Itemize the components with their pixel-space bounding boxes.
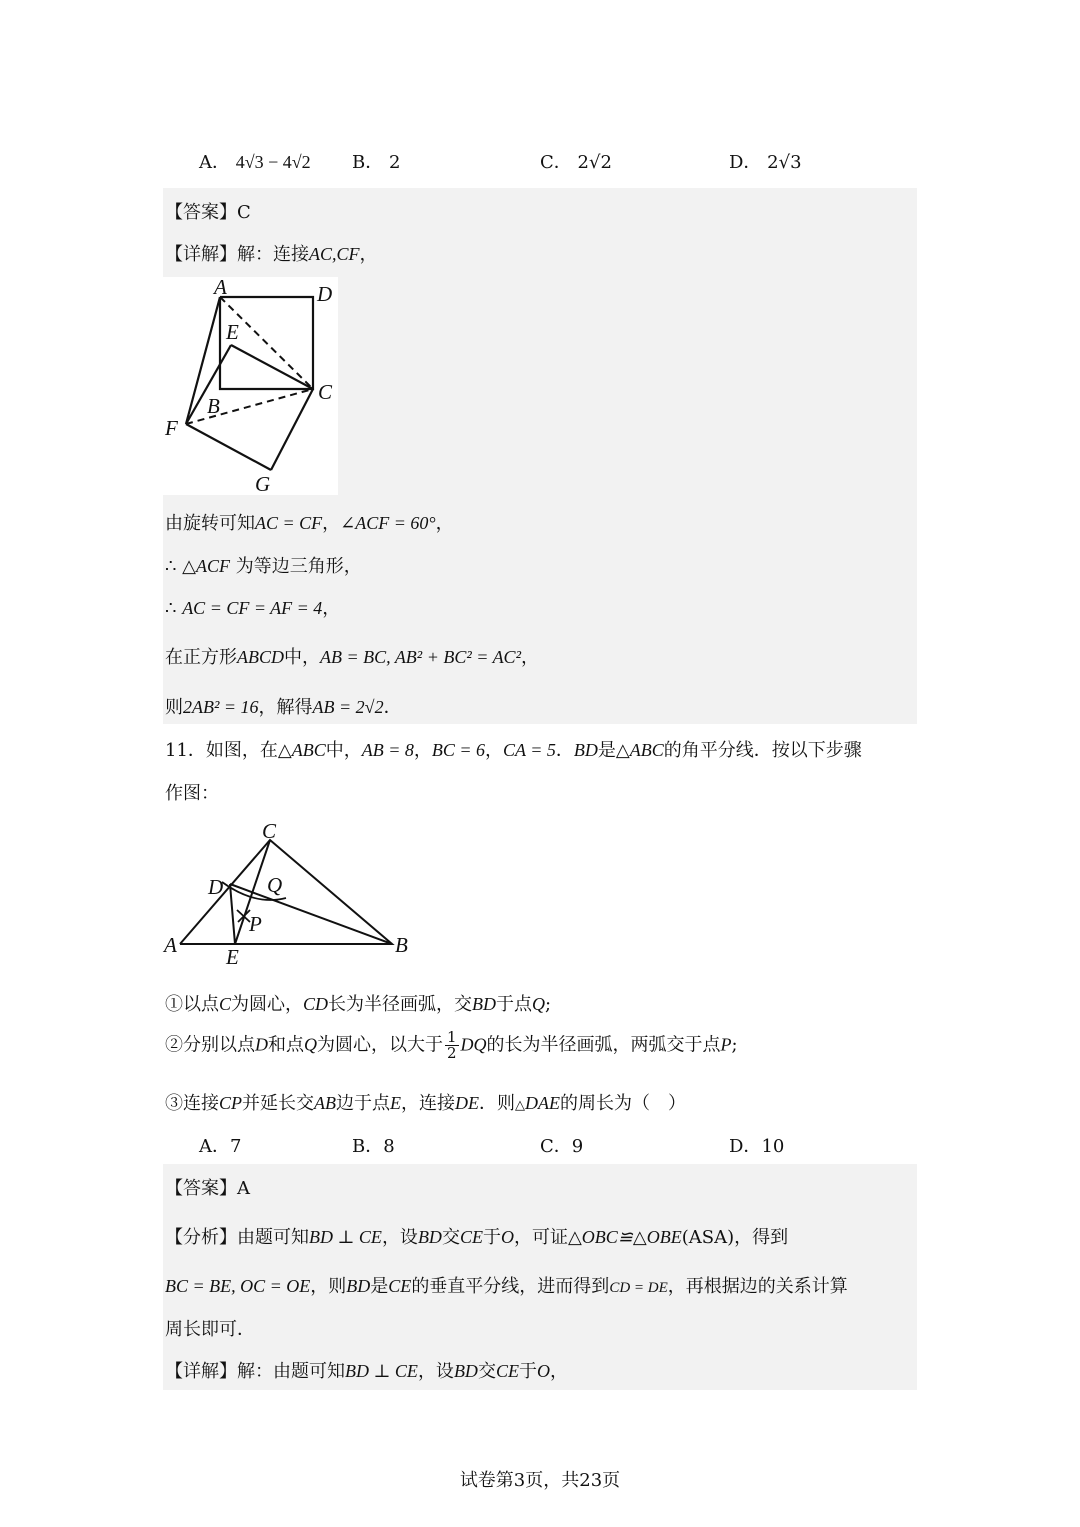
label-c: C [262,819,277,843]
denominator: 2 [447,1044,457,1062]
period: ． [555,740,574,761]
label-b: B [207,394,220,418]
option-letter: B． [352,1136,384,1157]
text: 和点 [268,1034,304,1056]
text: ; [545,994,552,1015]
option-letter: A． [199,1136,230,1157]
analysis-tag: 【分析】 [165,1227,237,1248]
text: 为等边三角形， [230,556,362,577]
option-letter: C． [540,1136,572,1157]
math: BD ⊥ CE [345,1361,418,1381]
text: 在正方形 [165,647,237,668]
text: 由题可知 [237,1227,309,1248]
text: ∴ [165,598,183,619]
option-letter: A． [199,152,230,173]
text: ∴ △ [165,556,197,577]
detail-tag: 【详解】 [165,1361,237,1382]
option-value: 10 [761,1136,785,1157]
text: ③连接 [165,1093,219,1114]
math: O [500,1227,514,1247]
math: ABC [291,740,326,760]
text: ， [322,513,341,534]
math: Q [532,994,546,1014]
option-letter: B． [352,152,384,173]
q11-analysis-line1 [165,1223,788,1249]
math: Q [304,1034,317,1055]
text: 为圆心， [231,994,304,1015]
math: BD [417,1227,442,1247]
math: ACF [196,556,231,576]
label-a: A [214,277,227,299]
q11-analysis-line3: 周长即可． [165,1319,255,1340]
text: 则 [165,697,183,718]
figure-background [163,277,338,495]
text: 并延长交 [242,1093,315,1114]
math: AB = BC, AB² + BC² = AC² [320,647,521,667]
detail-text: 解：连接 [237,244,309,265]
option-value: 2 [388,152,401,173]
answer-tag: 【答案】 [165,1178,237,1199]
text: 中， [325,740,362,761]
numerator: 1 [447,1028,457,1046]
text: 由旋转可知 [165,513,255,534]
text: ①以点 [165,994,219,1015]
q10-step-5 [165,693,402,719]
math: BD [472,994,497,1014]
option-value: 4√3 − 4√2 [235,152,311,172]
text: (ASA) [681,1227,735,1248]
comma: ， [485,740,504,761]
label-g: G [255,472,271,495]
text: ，则 [310,1276,347,1297]
text: ， [435,513,454,534]
text: 于点 [496,994,533,1015]
math: BD [573,740,598,760]
text: 的长为半径画弧，两弧交于点 [486,1034,721,1056]
math: BD [453,1361,478,1381]
option-value: 8 [383,1136,395,1157]
math: O [536,1361,550,1381]
math: P [720,1034,732,1055]
option-value: 7 [230,1136,242,1157]
q10-option-c [540,148,612,174]
q10-step-1 [165,509,454,535]
math: D [255,1034,268,1055]
math: BC = 6 [431,740,486,760]
answer-value: A [237,1178,250,1199]
page-footer: 试卷第3页，共23页 [459,1470,621,1491]
q11-stem-line1 [165,736,862,762]
text: ，再根据边的关系计算 [667,1276,848,1297]
text: 的垂直平分线，进而得到 [411,1276,610,1297]
q10-step-3 [165,594,340,620]
text: 于 [518,1361,537,1382]
math: CD [303,994,329,1014]
q10-option-b [352,148,400,174]
label-f: F [165,416,178,440]
label-q: Q [267,873,283,897]
math: DE [455,1093,480,1113]
math: AB = 8 [361,740,414,760]
text: ， [549,1361,568,1382]
math: 2AB² = 16 [183,697,259,717]
math: E [390,1093,402,1113]
text: ， [520,647,539,668]
text: ; [731,1034,738,1056]
triangle-symbol: △ [515,1098,526,1113]
option-value: 2√2 [577,152,612,173]
text: 边于点 [336,1093,391,1114]
q11-step-1 [165,990,551,1016]
text: ， [322,598,341,619]
q11-option-d [729,1132,784,1158]
q11-option-a [199,1132,241,1158]
answer-value: C [237,202,251,223]
math: CD = DE [609,1280,668,1296]
text: ，可证 [513,1227,568,1248]
q11-stem-line2: 作图： [165,783,219,804]
label-c: C [318,380,333,404]
text: 于 [482,1227,501,1248]
math: AC = CF = AF = 4 [182,598,323,618]
answer-tag: 【答案】 [165,202,237,223]
math: ABCD [237,647,284,667]
q10-detail-line [165,240,378,266]
label-p: P [249,912,262,936]
math: AB [314,1093,337,1113]
label-d: D [208,875,224,899]
math: ABC [629,740,664,760]
label-a: A [164,933,177,957]
text: 中， [284,647,320,668]
detail-tag: 【详解】 [165,244,237,265]
text: 是△ [597,740,630,761]
label-b: B [395,933,408,957]
text: ，解得 [258,697,313,718]
text: 的周长为（ ） [560,1093,687,1114]
q11-step-3 [165,1089,686,1115]
text: 解：由题可知 [237,1361,345,1382]
text: ，设 [417,1361,454,1382]
q10-option-a [199,148,311,174]
math: △OBC≌△OBE [567,1227,682,1247]
math: CE [459,1227,483,1247]
math: CE [495,1361,519,1381]
text: 11．如图，在△ [165,740,292,761]
text: ，连接 [401,1093,456,1114]
q10-step-2 [165,552,362,578]
text: 交 [477,1361,496,1382]
q10-answer-line [165,198,251,224]
math: ∠ACF = 60° [340,513,436,533]
q10-figure [163,277,338,495]
text: 的角平分线．按以下步骤 [663,740,862,761]
label-e: E [226,945,239,968]
punct: ， [359,244,378,265]
math: AC,CF [309,244,360,264]
segment-de [230,884,235,944]
q11-figure [160,818,420,968]
comma: ， [413,740,432,761]
math: DQ [460,1034,487,1055]
math: C [219,994,232,1014]
label-e: E [226,320,239,344]
text: ，得到 [734,1227,789,1248]
math: DAE [525,1093,561,1113]
q11-option-c [540,1132,583,1158]
q11-detail-line [165,1357,568,1383]
text: 为圆心，以大于 [317,1034,443,1056]
q11-analysis-line2 [165,1272,848,1298]
q11-answer-line [165,1174,250,1200]
text: 长为半径画弧，交 [328,994,473,1015]
math: AC = CF [255,513,323,533]
q10-step-4 [165,643,539,669]
text: ． [383,697,402,718]
option-letter: D． [729,1136,762,1157]
math: CA = 5 [503,740,556,760]
option-value: 2√3 [767,152,802,173]
text: ．则 [479,1093,516,1114]
text: 是 [370,1276,389,1297]
math: CE [388,1276,412,1296]
text: ，设 [381,1227,418,1248]
q10-option-d [729,148,802,174]
text: ②分别以点 [165,1034,255,1056]
math: BC = BE, OC = OE [165,1276,311,1296]
option-letter: D． [729,152,762,173]
math: BD ⊥ CE [309,1227,382,1247]
q11-step-2 [165,1030,738,1061]
label-d: D [317,282,333,306]
math: AB = 2√2 [312,697,384,717]
option-letter: C． [540,152,572,173]
text: 交 [441,1227,460,1248]
option-value: 9 [571,1136,584,1157]
math: BD [346,1276,371,1296]
q11-option-b [352,1132,395,1158]
math: CP [219,1093,243,1113]
fraction-half [445,1030,459,1061]
